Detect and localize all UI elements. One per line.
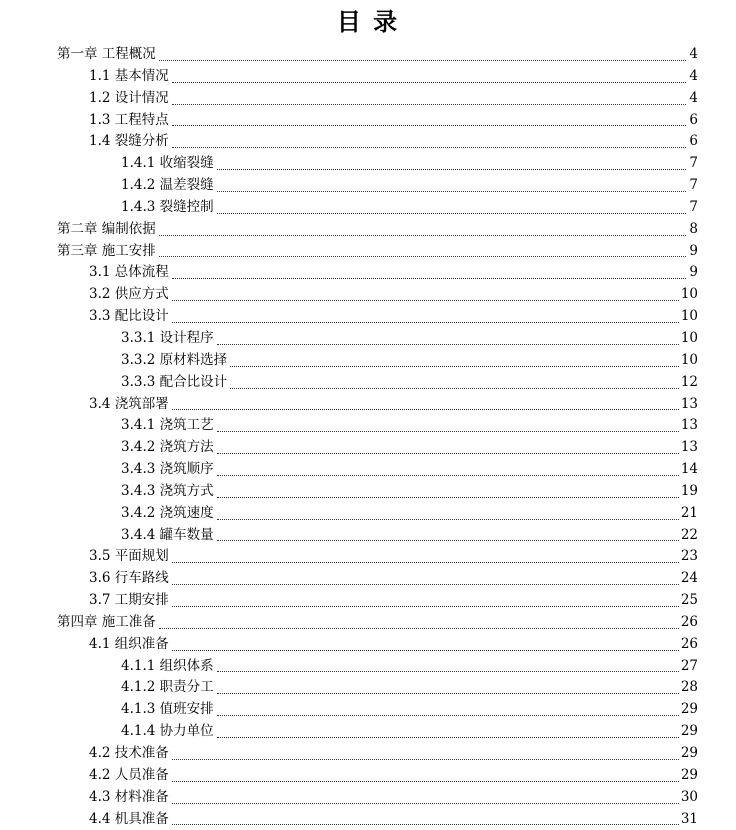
toc-entry[interactable] xyxy=(0,241,736,263)
toc-entry-line xyxy=(121,503,698,525)
toc-entry-label: 第四章 施工准备 xyxy=(57,613,156,630)
dot-leader xyxy=(172,649,679,651)
toc-entry[interactable] xyxy=(0,415,736,437)
toc-page-number: 25 xyxy=(680,592,698,609)
toc-entry-line xyxy=(89,568,698,590)
dot-leader xyxy=(172,780,679,782)
toc-entry-label: 3.3.1 设计程序 xyxy=(121,329,214,346)
toc-entry[interactable] xyxy=(0,350,736,372)
toc-entry-line xyxy=(89,284,698,306)
dot-leader xyxy=(172,583,679,585)
toc-entry-line xyxy=(89,765,698,787)
toc-entry-line xyxy=(89,110,698,132)
toc-entry-line xyxy=(121,481,698,503)
toc-page-number: 12 xyxy=(680,373,698,390)
toc-entry-line xyxy=(121,459,698,481)
toc-page-number: 8 xyxy=(689,220,698,237)
toc-page-number: 14 xyxy=(680,461,698,478)
dot-leader xyxy=(172,299,679,301)
toc-entry-label: 3.4.2 浇筑方法 xyxy=(121,439,214,456)
toc-page-number: 10 xyxy=(680,351,698,368)
toc-entry-line xyxy=(121,677,698,699)
toc-page-number: 9 xyxy=(689,242,698,259)
dot-leader xyxy=(217,736,679,738)
toc-page-number: 27 xyxy=(680,657,698,674)
toc-entry[interactable] xyxy=(0,481,736,503)
dot-leader xyxy=(172,408,679,410)
toc-entry-label: 3.4.3 浇筑方式 xyxy=(121,482,214,499)
dot-leader xyxy=(172,321,679,323)
toc-entry[interactable] xyxy=(0,131,736,153)
toc-entry-label: 1.3 工程特点 xyxy=(89,111,169,128)
toc-entry-label: 1.4.2 温差裂缝 xyxy=(121,177,214,194)
toc-entry-line xyxy=(121,415,698,437)
dot-leader xyxy=(230,387,679,389)
dot-leader xyxy=(217,496,679,498)
toc-page-number: 10 xyxy=(680,329,698,346)
toc-entry-line xyxy=(89,394,698,416)
toc-entry[interactable] xyxy=(0,546,736,568)
toc-entry[interactable] xyxy=(0,197,736,219)
dot-leader xyxy=(230,365,679,367)
toc-entry-line xyxy=(121,525,698,547)
dot-leader xyxy=(217,670,679,672)
dot-leader xyxy=(217,430,679,432)
dot-leader xyxy=(217,343,679,345)
toc-entry[interactable] xyxy=(0,153,736,175)
toc-page-number: 7 xyxy=(689,198,698,215)
toc-entry-label: 第一章 工程概况 xyxy=(57,46,156,62)
toc-page-number: 10 xyxy=(680,308,698,325)
toc-entry-label: 4.3 材料准备 xyxy=(89,788,169,805)
toc-entry-line xyxy=(89,306,698,328)
toc-page-number: 13 xyxy=(680,395,698,412)
toc-entry-label: 1.4.3 裂缝控制 xyxy=(121,198,214,215)
dot-leader xyxy=(159,59,686,61)
dot-leader xyxy=(217,692,679,694)
toc-entry[interactable] xyxy=(0,437,736,459)
toc-entry-label: 3.4 浇筑部署 xyxy=(89,395,169,412)
toc-entry-label: 第三章 施工安排 xyxy=(57,242,156,259)
toc-entry-label: 1.4.1 收缩裂缝 xyxy=(121,155,214,172)
toc-page-number: 13 xyxy=(680,417,698,434)
dot-leader xyxy=(172,277,686,279)
dot-leader xyxy=(172,561,679,563)
toc-entry[interactable] xyxy=(0,328,736,350)
table-of-contents xyxy=(0,44,736,830)
toc-entry-line xyxy=(121,175,698,197)
dot-leader xyxy=(217,212,686,214)
toc-page-number: 13 xyxy=(680,439,698,456)
toc-page-number: 6 xyxy=(689,111,698,128)
toc-entry-label: 4.2 技术准备 xyxy=(89,745,169,761)
toc-entry-label: 3.3.3 配合比设计 xyxy=(121,373,228,390)
toc-entry-line xyxy=(89,743,698,765)
toc-entry-label: 3.4.4 罐车数量 xyxy=(121,526,214,543)
toc-entry-label: 4.1.4 协力单位 xyxy=(121,723,214,740)
toc-entry[interactable] xyxy=(0,721,736,743)
dot-leader xyxy=(172,81,686,83)
toc-entry-label: 4.1.2 职责分工 xyxy=(121,679,214,696)
toc-page-number: 26 xyxy=(680,635,698,652)
toc-entry-label: 4.2 人员准备 xyxy=(89,766,169,783)
toc-page-number: 31 xyxy=(680,810,698,827)
toc-entry-label: 4.1.1 组织体系 xyxy=(121,657,214,674)
dot-leader xyxy=(172,758,679,760)
toc-entry-label: 3.3 配比设计 xyxy=(89,308,169,325)
toc-page-number: 4 xyxy=(689,89,698,106)
toc-entry-line xyxy=(57,241,698,263)
dot-leader xyxy=(217,452,679,454)
toc-page-number: 24 xyxy=(680,570,698,587)
dot-leader xyxy=(172,823,679,825)
toc-page-number: 29 xyxy=(680,723,698,740)
toc-entry[interactable] xyxy=(0,219,736,241)
toc-entry-label: 3.4.2 浇筑速度 xyxy=(121,504,214,521)
toc-page-number: 21 xyxy=(680,504,698,521)
toc-page-number: 4 xyxy=(689,46,698,62)
toc-page-number: 28 xyxy=(680,679,698,696)
dot-leader xyxy=(159,627,679,629)
toc-entry[interactable] xyxy=(0,525,736,547)
toc-entry-line xyxy=(121,350,698,372)
toc-entry[interactable] xyxy=(0,743,736,765)
dot-leader xyxy=(217,168,686,170)
toc-page-number: 22 xyxy=(680,526,698,543)
toc-entry-label: 第二章 编制依据 xyxy=(57,220,156,237)
toc-entry[interactable] xyxy=(0,88,736,110)
toc-page-number: 29 xyxy=(680,745,698,761)
dot-leader xyxy=(172,605,679,607)
toc-entry[interactable] xyxy=(0,568,736,590)
toc-entry[interactable] xyxy=(0,66,736,88)
toc-entry[interactable] xyxy=(0,503,736,525)
toc-entry-line xyxy=(89,131,698,153)
toc-entry[interactable] xyxy=(0,110,736,132)
toc-page-number: 6 xyxy=(689,133,698,150)
dot-leader xyxy=(172,103,686,105)
toc-entry-line xyxy=(89,262,698,284)
toc-page-number: 30 xyxy=(680,788,698,805)
toc-entry-line xyxy=(89,88,698,110)
dot-leader xyxy=(159,234,686,236)
toc-entry[interactable] xyxy=(0,394,736,416)
toc-page-number: 4 xyxy=(689,67,698,84)
toc-entry-line xyxy=(57,219,698,241)
toc-entry[interactable] xyxy=(0,590,736,612)
toc-page-number: 10 xyxy=(680,286,698,303)
toc-entry-label: 1.1 基本情况 xyxy=(89,67,169,84)
toc-entry[interactable] xyxy=(0,175,736,197)
toc-entry-line xyxy=(89,809,698,830)
toc-page-number: 9 xyxy=(689,264,698,281)
toc-entry-label: 4.4 机具准备 xyxy=(89,810,169,827)
toc-entry-label: 1.4 裂缝分析 xyxy=(89,133,169,150)
toc-entry[interactable] xyxy=(0,765,736,787)
toc-page-number: 29 xyxy=(680,701,698,718)
dot-leader xyxy=(172,124,686,126)
toc-entry-label: 3.5 平面规划 xyxy=(89,548,169,565)
toc-entry-label: 4.1.3 值班安排 xyxy=(121,701,214,718)
toc-entry[interactable] xyxy=(0,459,736,481)
dot-leader xyxy=(217,518,679,520)
dot-leader xyxy=(159,255,686,257)
toc-entry-line xyxy=(121,197,698,219)
toc-page-number: 26 xyxy=(680,613,698,630)
toc-entry-label: 3.2 供应方式 xyxy=(89,286,169,303)
toc-entry-line xyxy=(57,44,698,66)
toc-entry-label: 3.1 总体流程 xyxy=(89,264,169,281)
toc-entry-label: 3.6 行车路线 xyxy=(89,570,169,587)
toc-entry-line xyxy=(121,437,698,459)
toc-entry[interactable] xyxy=(0,634,736,656)
dot-leader xyxy=(217,190,686,192)
toc-entry-label: 3.4.3 浇筑顺序 xyxy=(121,461,214,478)
toc-entry-line xyxy=(121,699,698,721)
dot-leader xyxy=(217,714,679,716)
toc-entry[interactable] xyxy=(0,809,736,830)
toc-entry[interactable] xyxy=(0,699,736,721)
dot-leader xyxy=(172,802,679,804)
dot-leader xyxy=(172,146,686,148)
toc-page-number: 7 xyxy=(689,177,698,194)
toc-page-number: 29 xyxy=(680,766,698,783)
dot-leader xyxy=(217,539,679,541)
toc-entry-line xyxy=(121,721,698,743)
toc-entry-label: 3.4.1 浇筑工艺 xyxy=(121,417,214,434)
toc-entry-line xyxy=(121,372,698,394)
toc-entry[interactable] xyxy=(0,262,736,284)
toc-entry-label: 3.7 工期安排 xyxy=(89,592,169,609)
toc-entry-line xyxy=(121,153,698,175)
toc-page-number: 19 xyxy=(680,482,698,499)
toc-page-number: 7 xyxy=(689,155,698,172)
toc-entry[interactable] xyxy=(0,787,736,809)
toc-entry-line xyxy=(89,590,698,612)
toc-entry[interactable] xyxy=(0,656,736,678)
toc-entry[interactable] xyxy=(0,284,736,306)
toc-entry[interactable] xyxy=(0,306,736,328)
toc-entry[interactable] xyxy=(0,612,736,634)
page-title: 目 录 xyxy=(336,7,400,36)
toc-page-number: 23 xyxy=(680,548,698,565)
toc-entry-line xyxy=(89,634,698,656)
toc-entry-label: 4.1 组织准备 xyxy=(89,635,169,652)
toc-entry-label: 3.3.2 原材料选择 xyxy=(121,351,228,368)
toc-entry-line xyxy=(121,328,698,350)
toc-entry[interactable] xyxy=(0,677,736,699)
toc-entry-line xyxy=(121,656,698,678)
dot-leader xyxy=(217,474,679,476)
toc-entry-label: 1.2 设计情况 xyxy=(89,89,169,106)
toc-entry-line xyxy=(89,787,698,809)
toc-entry[interactable] xyxy=(0,372,736,394)
toc-entry-line xyxy=(89,546,698,568)
toc-entry-line xyxy=(89,66,698,88)
toc-entry-line xyxy=(57,612,698,634)
toc-entry[interactable] xyxy=(0,44,736,66)
